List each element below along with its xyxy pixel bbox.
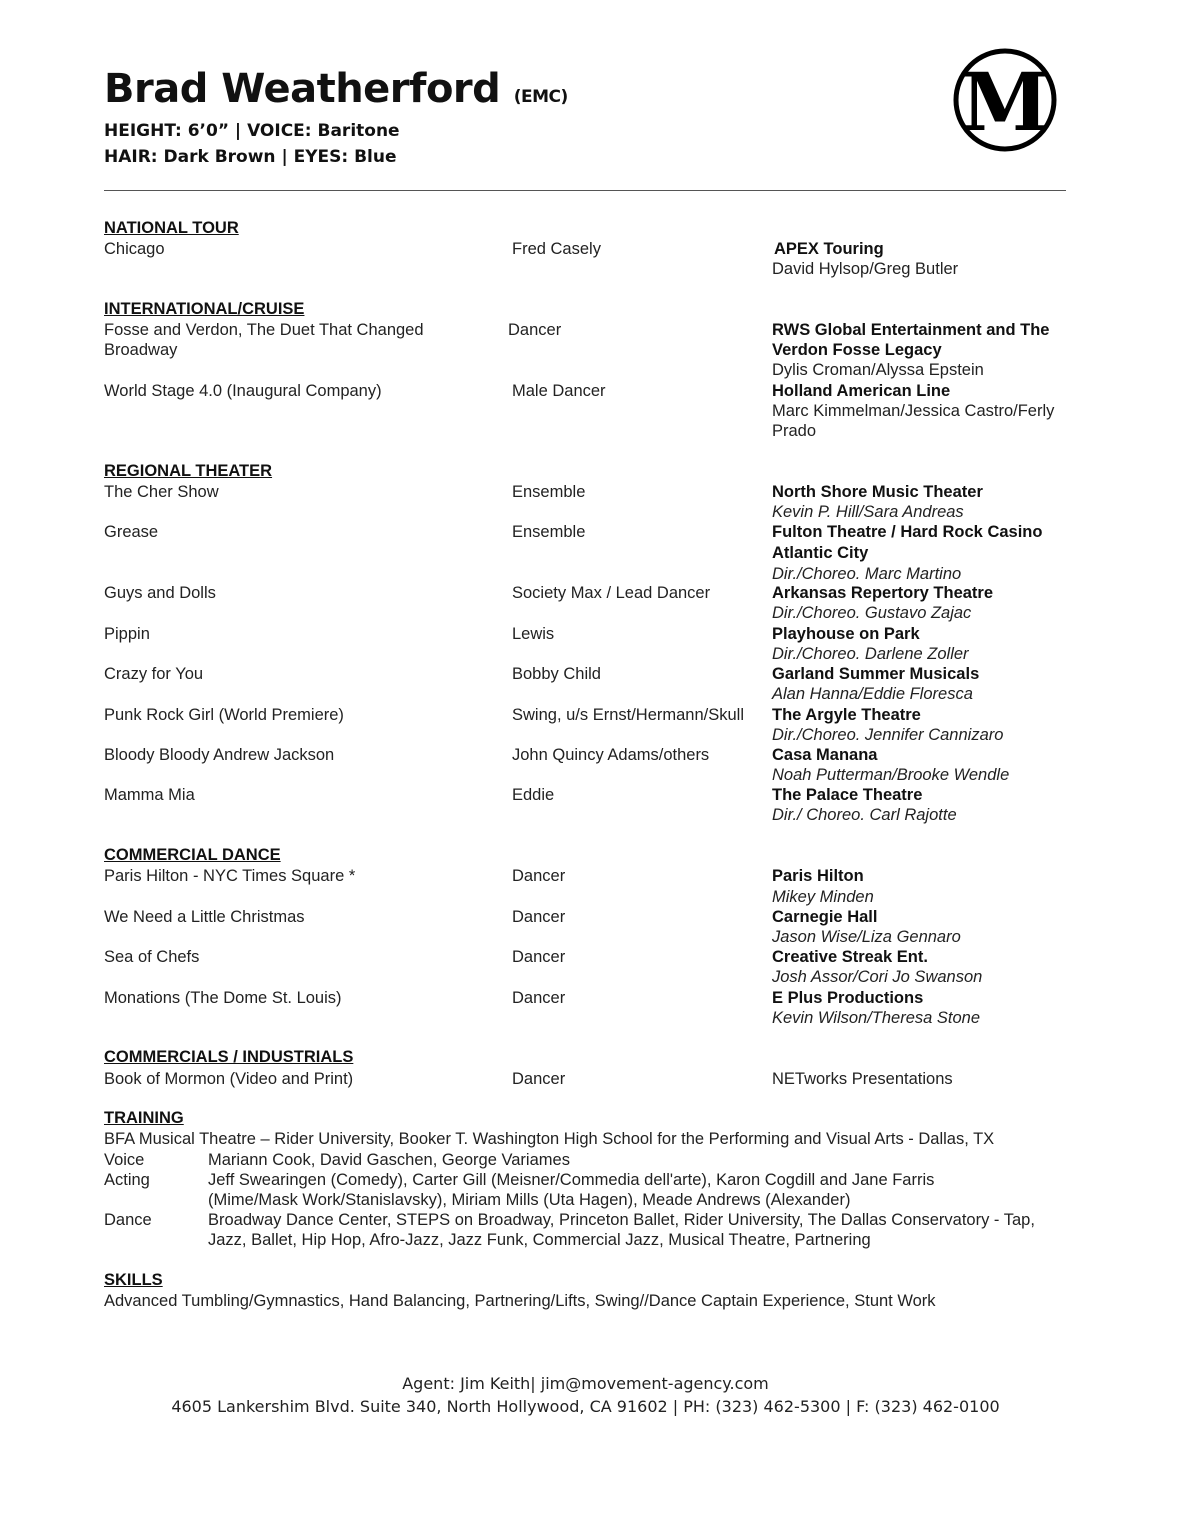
section-title-commercial-dance: COMMERCIAL DANCE bbox=[104, 846, 281, 864]
credit-show: Chicago bbox=[104, 240, 165, 258]
credit-company: Playhouse on Park bbox=[772, 625, 920, 643]
agency-address: 4605 Lankershim Blvd. Suite 340, North Hollywood, CA 91602 | PH: (323) 462-5300 | F: (323) 462-0100 bbox=[171, 1397, 1000, 1416]
credit-company-block bbox=[772, 320, 1072, 380]
credit-show: Pippin bbox=[104, 625, 150, 643]
credit-company-block bbox=[772, 988, 1072, 1028]
credit-company-block bbox=[772, 947, 1072, 987]
credit-role: Lewis bbox=[512, 625, 555, 643]
actor-name: Brad Weatherford (EMC) bbox=[104, 66, 568, 112]
credit-role: Society Max / Lead Dancer bbox=[512, 584, 711, 602]
credit-company-block bbox=[772, 745, 1072, 785]
training-degree: BFA Musical Theatre – Rider University, Booker T. Washington High School for the Performing and Visual Arts - Dallas, TX bbox=[104, 1130, 995, 1148]
credit-director: Dylis Croman/Alyssa Epstein bbox=[772, 361, 984, 379]
credit-company: NETworks Presentations bbox=[772, 1070, 953, 1088]
credit-role: Bobby Child bbox=[512, 665, 601, 683]
credit-role: Dancer bbox=[512, 908, 566, 926]
credit-director: Kevin P. Hill/Sara Andreas bbox=[772, 503, 964, 521]
credit-show: Monations (The Dome St. Louis) bbox=[104, 989, 342, 1007]
header-divider bbox=[104, 190, 1066, 191]
credit-company-block bbox=[772, 624, 1072, 664]
credit-company: Arkansas Repertory Theatre bbox=[772, 584, 994, 602]
credit-director: Dir./ Choreo. Carl Rajotte bbox=[772, 806, 957, 824]
credit-director: Dir./Choreo. Darlene Zoller bbox=[772, 645, 969, 663]
credit-show: Book of Mormon (Video and Print) bbox=[104, 1070, 354, 1088]
credit-director: Alan Hanna/Eddie Floresca bbox=[772, 685, 973, 703]
credit-show: Punk Rock Girl (World Premiere) bbox=[104, 706, 344, 724]
credit-company: Fulton Theatre / Hard Rock Casino Atlantic City bbox=[772, 523, 1043, 562]
credit-role: Dancer bbox=[512, 989, 566, 1007]
hair-eyes: HAIR: Dark Brown | EYES: Blue bbox=[104, 147, 397, 167]
credit-director: Jason Wise/Liza Gennaro bbox=[772, 928, 961, 946]
agent-contact: Agent: Jim Keith| jim@movement-agency.com bbox=[402, 1374, 769, 1393]
logo-letter: M bbox=[960, 55, 1050, 149]
training-label-voice: Voice bbox=[104, 1151, 145, 1169]
credit-show: We Need a Little Christmas bbox=[104, 908, 305, 926]
credit-role: Fred Casely bbox=[512, 240, 601, 258]
credit-director: David Hylsop/Greg Butler bbox=[772, 260, 959, 278]
credit-company: Garland Summer Musicals bbox=[772, 665, 980, 683]
credit-company: APEX Touring bbox=[774, 240, 884, 258]
credit-role: John Quincy Adams/others bbox=[512, 746, 710, 764]
credit-director: Dir./Choreo. Gustavo Zajac bbox=[772, 604, 972, 622]
credit-company-block bbox=[772, 239, 1072, 279]
section-title-training: TRAINING bbox=[104, 1109, 184, 1127]
section-title-international: INTERNATIONAL/CRUISE bbox=[104, 300, 305, 318]
agency-logo-icon bbox=[953, 48, 1057, 152]
credit-show: Paris Hilton - NYC Times Square * bbox=[104, 867, 356, 885]
credit-show: Crazy for You bbox=[104, 665, 204, 683]
training-label-acting: Acting bbox=[104, 1171, 150, 1189]
credit-director: Mikey Minden bbox=[772, 888, 874, 906]
credit-director: Marc Kimmelman/Jessica Castro/Ferly Prado bbox=[772, 402, 1055, 440]
credit-director: Dir./Choreo. Jennifer Cannizaro bbox=[772, 726, 1004, 744]
section-title-national-tour: NATIONAL TOUR bbox=[104, 219, 239, 237]
credit-company: Carnegie Hall bbox=[772, 908, 878, 926]
credit-company-block bbox=[772, 583, 1072, 623]
credit-company-block bbox=[772, 664, 1072, 704]
credit-company: North Shore Music Theater bbox=[772, 483, 983, 501]
credit-company-block bbox=[772, 785, 1072, 825]
credit-role: Dancer bbox=[512, 867, 566, 885]
skills-text: Advanced Tumbling/Gymnastics, Hand Balancing, Partnering/Lifts, Swing//Dance Captain Experience, Stunt Work bbox=[104, 1292, 936, 1310]
credit-show: Mamma Mia bbox=[104, 786, 195, 804]
credit-director: Noah Putterman/Brooke Wendle bbox=[772, 766, 1010, 784]
credit-company-block bbox=[772, 907, 1072, 947]
credit-show: Fosse and Verdon, The Duet That Changed Broadway bbox=[104, 321, 424, 359]
credit-company-block bbox=[772, 705, 1072, 745]
credit-role: Dancer bbox=[508, 321, 562, 339]
credit-company: The Palace Theatre bbox=[772, 786, 923, 804]
credit-company: RWS Global Entertainment and The Verdon Fosse Legacy bbox=[772, 321, 1050, 359]
credit-director: Josh Assor/Cori Jo Swanson bbox=[772, 968, 983, 986]
credit-role: Ensemble bbox=[512, 523, 586, 541]
credit-role: Ensemble bbox=[512, 483, 586, 501]
credit-company-block bbox=[772, 522, 1072, 584]
credit-company: E Plus Productions bbox=[772, 989, 924, 1007]
credit-show: Bloody Bloody Andrew Jackson bbox=[104, 746, 335, 764]
credit-role: Dancer bbox=[512, 948, 566, 966]
credit-role: Male Dancer bbox=[512, 382, 606, 400]
credit-role: Eddie bbox=[512, 786, 555, 804]
credit-company: Creative Streak Ent. bbox=[772, 948, 928, 966]
credit-company: Casa Manana bbox=[772, 746, 878, 764]
credit-role: Dancer bbox=[512, 1070, 566, 1088]
credit-role: Swing, u/s Ernst/Hermann/Skull bbox=[512, 706, 745, 724]
credit-company: The Argyle Theatre bbox=[772, 706, 921, 724]
height-voice: HEIGHT: 6’0” | VOICE: Baritone bbox=[104, 121, 400, 141]
credit-show: Guys and Dolls bbox=[104, 584, 216, 602]
section-title-skills: SKILLS bbox=[104, 1271, 163, 1289]
credit-show: Grease bbox=[104, 523, 159, 541]
training-voice: Mariann Cook, David Gaschen, George Variames bbox=[208, 1151, 570, 1169]
credit-director: Kevin Wilson/Theresa Stone bbox=[772, 1009, 981, 1027]
credit-company: Paris Hilton bbox=[772, 867, 864, 885]
credit-show: Sea of Chefs bbox=[104, 948, 200, 966]
credit-company-block bbox=[772, 866, 1072, 907]
section-title-commercials: COMMERCIALS / INDUSTRIALS bbox=[104, 1048, 354, 1066]
section-title-regional: REGIONAL THEATER bbox=[104, 462, 273, 480]
training-dance: Broadway Dance Center, STEPS on Broadway, Princeton Ballet, Rider University, The Dallas Conservatory - Tap, Jazz, Ballet, Hip Hop, Afro-Jazz, Jazz Funk, Commercial Jazz, Musical Theatre, Partnering bbox=[208, 1211, 1035, 1249]
credit-director: Dir./Choreo. Marc Martino bbox=[772, 565, 962, 583]
credit-company-block bbox=[772, 381, 1072, 441]
union-status: (EMC) bbox=[513, 87, 568, 107]
training-label-dance: Dance bbox=[104, 1211, 152, 1229]
credit-show: World Stage 4.0 (Inaugural Company) bbox=[104, 382, 382, 400]
credit-show: The Cher Show bbox=[104, 483, 219, 501]
credit-company-block bbox=[772, 482, 1072, 522]
credit-company: Holland American Line bbox=[772, 382, 951, 400]
training-acting: Jeff Swearingen (Comedy), Carter Gill (Meisner/Commedia dell'arte), Karon Cogdill and Jane Farris (Mime/Mask Work/Stanislavsky), Miriam Mills (Uta Hagen), Meade Andrews (Alexander) bbox=[208, 1171, 935, 1209]
